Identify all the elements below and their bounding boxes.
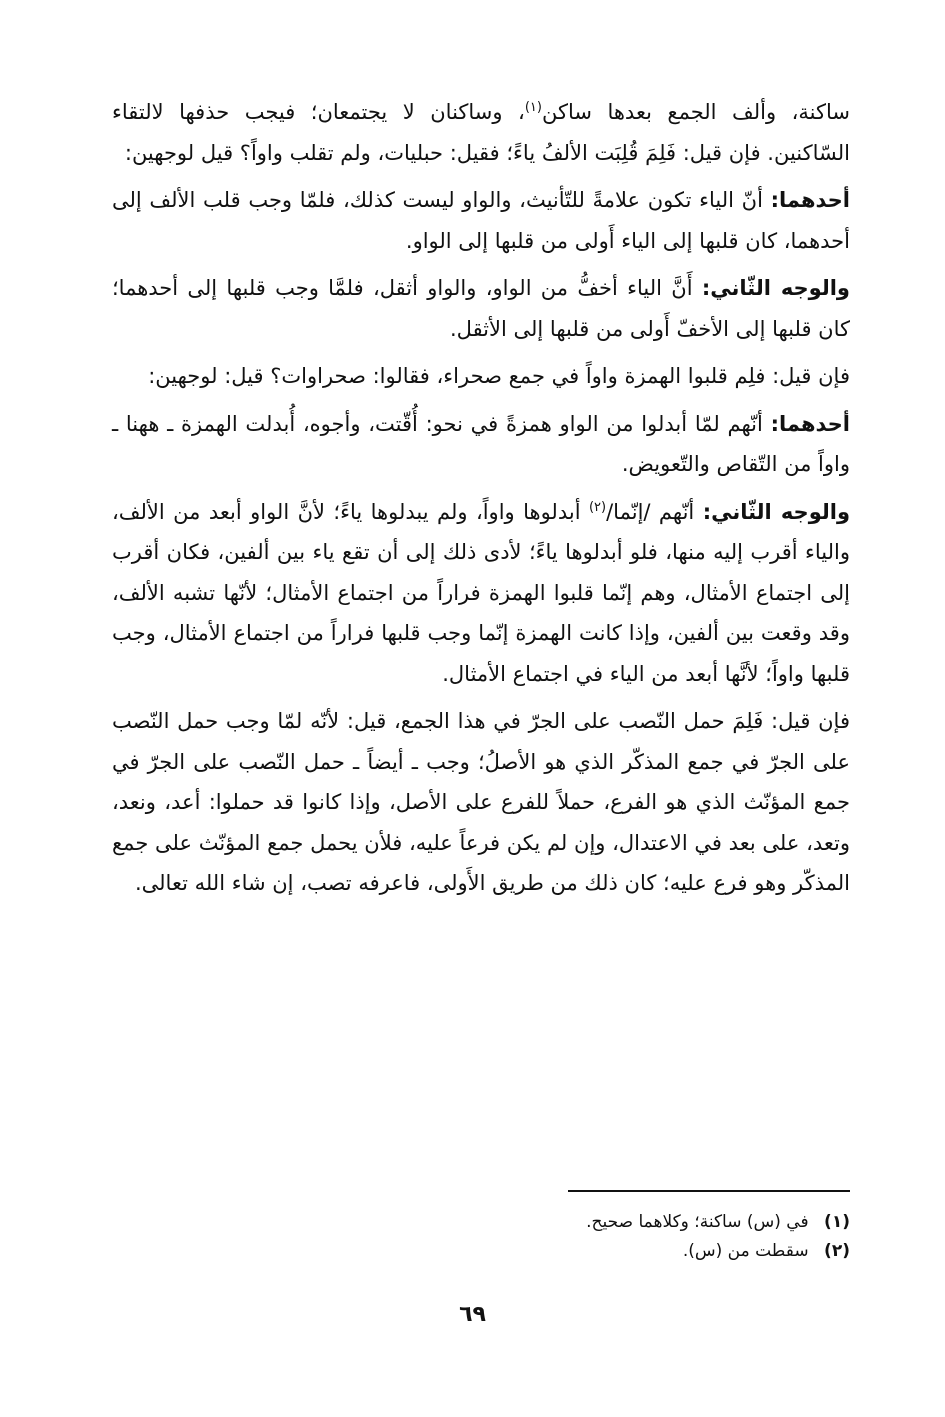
paragraph-3: [112, 268, 850, 349]
paragraph-7: [112, 701, 850, 904]
footnote-ref-1: (١): [524, 100, 542, 115]
paragraph-5: [112, 404, 850, 485]
paragraph-text-tail: أبدلوها واواً، ولم يبدلوها ياءً؛ لأنَّ الواو أبعد من الألف، والياء أقرب إليه منها، فلو أبدلوها ياءً؛ لأدى ذلك إلى أن تقع ياء بين ألفين، فكان أقرب إلى اجتماع الأمثال، وهم إنّما قلبوا الهمزة فراراً من اجتماع الأمثال؛ لأنّها تشبه الألف، وقد وقعت بين ألفين، وإذا كانت الهمزة إنّما وجب قلبها فراراً من اجتماع الأمثال، وجب قلبها واواً؛ لأنَّها أبعد من الياء في اجتماع الأمثال.: [112, 499, 850, 686]
paragraph-text: ساكنة، وألف الجمع بعدها ساكن: [541, 100, 850, 124]
paragraph-lead: أحدهما:: [770, 188, 850, 212]
page-number: ٦٩: [459, 1302, 486, 1327]
footnote-1: [450, 1208, 850, 1237]
paragraph-lead: أحدهما:: [770, 411, 850, 436]
paragraph-lead: والوجه الثّاني:: [701, 276, 850, 300]
paragraph-4: [112, 356, 850, 397]
paragraph-text-tail: ، وساكنان لا يجتمعان؛ فيجب حذفها لالتقاء السّاكنين. فإن قيل: فَلِمَ قُلِبَت الألفُ ياءً؛ فقيل: حبليات، ولم تقلب واواً؟ قيل لوجهين:: [112, 100, 850, 165]
footnote-ref-2: (٢): [588, 499, 607, 515]
paragraph-text: فإن قيل: فَلِمَ حمل النّصب على الجرّ في هذا الجمع، قيل: لأنّه لمّا وجب حمل النّصب على الجرّ في جمع المذكّر الذي هو الأصلُ؛ وجب ـ أيضاً ـ حمل النّصب على الجرّ في جمع المؤنّث الذي هو الفرع، حملاً للفرع على الأصل، وإذا كانوا قد حملوا: أعد، ونعد، وتعد، على بعد في الاعتدال، وإن لم يكن فرعاً عليه، فلأن يحمل جمع المؤنّث على جمع المذكّر وهو فرع عليه؛ كان ذلك من طريق الأَولى، فاعرفه تصب، إن شاء الله تعالى.: [112, 709, 850, 895]
paragraph-lead: والوجه الثّاني:: [702, 499, 850, 524]
paragraph-6: [112, 492, 850, 695]
footnote-number: (١): [824, 1212, 850, 1232]
footnote-number: (٢): [824, 1241, 850, 1261]
paragraph-text: أنّهم /إنّما/: [606, 499, 703, 524]
paragraph-text: أنّهم لمّا أبدلوا من الواو همزةً في نحو: أُقّتت، وأجوه، أُبدلت الهمزة ـ ههنا ـ واواً من التّقاص والتّعويض.: [112, 411, 850, 476]
paragraph-text: أَنَّ الياء أخفُّ من الواو، والواو أثقل، فلمَّا وجب قلبها إلى أحدهما؛ كان قلبها إلى الأخفّ أَولى من قلبها إلى الأثقل.: [112, 276, 850, 341]
footnotes: [450, 1208, 850, 1266]
paragraph-2: [112, 180, 850, 261]
paragraph-1: [112, 92, 850, 173]
paragraph-text: فإن قيل: فلِم قلبوا الهمزة واواً في جمع صحراء، فقالوا: صحراوات؟ قيل: لوجهين:: [148, 364, 850, 388]
footnote-text: سقطت من (س).: [682, 1241, 809, 1261]
footnote-divider: [568, 1190, 850, 1192]
footnote-text: في (س) ساكنة؛ وكلاهما صحيح.: [586, 1212, 809, 1232]
footnote-2: [450, 1237, 850, 1266]
main-text: [112, 92, 850, 911]
paragraph-text: أنّ الياء تكون علامةً للتّأنيث، والواو ليست كذلك، فلمّا وجب قلب الألف إلى أحدهما، كان قلبها إلى الياء أَولى من قلبها إلى الواو.: [112, 188, 850, 253]
